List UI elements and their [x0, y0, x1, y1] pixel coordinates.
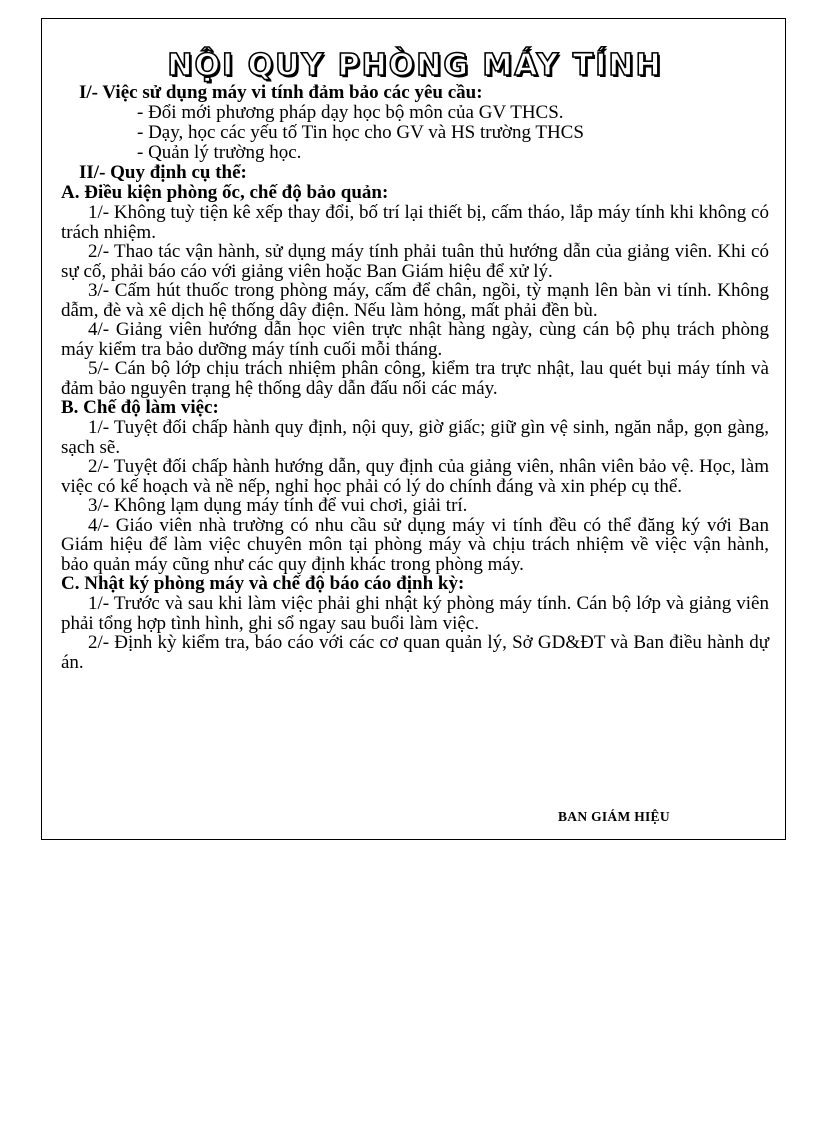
page-title: NỘI QUY PHÒNG MÁY TÍNH: [167, 48, 663, 83]
part-b-item: 2/- Tuyệt đối chấp hành hướng dẫn, quy định của giảng viên, nhân viên bảo vệ. Học, làm việc có kế hoạch và nề nếp, nghỉ học phải có lý do chính đáng và xin phép cụ thể.: [61, 456, 769, 497]
part-b-item: 3/- Không lạm dụng máy tính để vui chơi, giải trí.: [88, 495, 468, 516]
part-c-heading: C. Nhật ký phòng máy và chế độ báo cáo định kỳ:: [61, 573, 465, 594]
part-b-item: 1/- Tuyệt đối chấp hành quy định, nội quy, giờ giấc; giữ gìn vệ sinh, ngăn nắp, gọn gàng, sạch sẽ.: [61, 417, 769, 458]
section-1-item: - Đổi mới phương pháp dạy học bộ môn của GV THCS.: [137, 102, 564, 123]
document-frame: [41, 18, 786, 840]
document-body: [61, 49, 769, 672]
part-b-item: 4/- Giáo viên nhà trường có nhu cầu sử dụng máy vi tính đều có thể đăng ký với Ban Giám hiệu để làm việc chuyên môn tại phòng máy và chịu trách nhiệm về việc vận hành, bảo quản máy cũng như các quy định khác trong phòng máy.: [61, 514, 769, 575]
section-2-heading: II/- Quy định cụ thể:: [79, 162, 247, 183]
part-a-item: 1/- Không tuỳ tiện kê xếp thay đổi, bố trí lại thiết bị, cấm tháo, lắp máy tính khi không có trách nhiệm.: [61, 202, 769, 243]
section-1-item: - Dạy, học các yếu tố Tin học cho GV và HS trường THCS: [137, 122, 584, 143]
section-1-heading: I/- Việc sử dụng máy vi tính đảm bảo các yêu cầu:: [79, 82, 483, 103]
part-b-heading: B. Chế độ làm việc:: [61, 397, 219, 418]
section-1-item: - Quản lý trường học.: [137, 142, 302, 163]
part-a-item: 5/- Cán bộ lớp chịu trách nhiệm phân công, kiểm tra trực nhật, lau quét bụi máy tính và đảm bảo nguyên trạng hệ thống dây dẫn đấu nối các máy.: [61, 358, 769, 399]
part-a-item: 3/- Cấm hút thuốc trong phòng máy, cấm để chân, ngồi, tỳ mạnh lên bàn vi tính. Không dẫm, đè và xê dịch hệ thống dây điện. Nếu làm hỏng, mất phải đền bù.: [61, 280, 769, 321]
part-a-heading: A. Điều kiện phòng ốc, chế độ bảo quản:: [61, 182, 389, 203]
part-a-item: 2/- Thao tác vận hành, sử dụng máy tính phải tuân thủ hướng dẫn của giảng viên. Khi có sự cố, phải báo cáo với giảng viên hoặc Ban Giám hiệu để xử lý.: [61, 241, 769, 282]
part-c-item: 1/- Trước và sau khi làm việc phải ghi nhật ký phòng máy tính. Cán bộ lớp và giảng viên phải tổng hợp tình hình, ghi sổ ngay sau buổi làm việc.: [61, 593, 769, 634]
signature: BAN GIÁM HIỆU: [558, 809, 670, 824]
part-c-item: 2/- Định kỳ kiểm tra, báo cáo với các cơ quan quản lý, Sở GD&ĐT và Ban điều hành dự án.: [61, 632, 769, 673]
part-a-item: 4/- Giảng viên hướng dẫn học viên trực nhật hàng ngày, cùng cán bộ phụ trách phòng máy kiểm tra bảo dưỡng máy tính cuối mỗi tháng.: [61, 319, 769, 360]
